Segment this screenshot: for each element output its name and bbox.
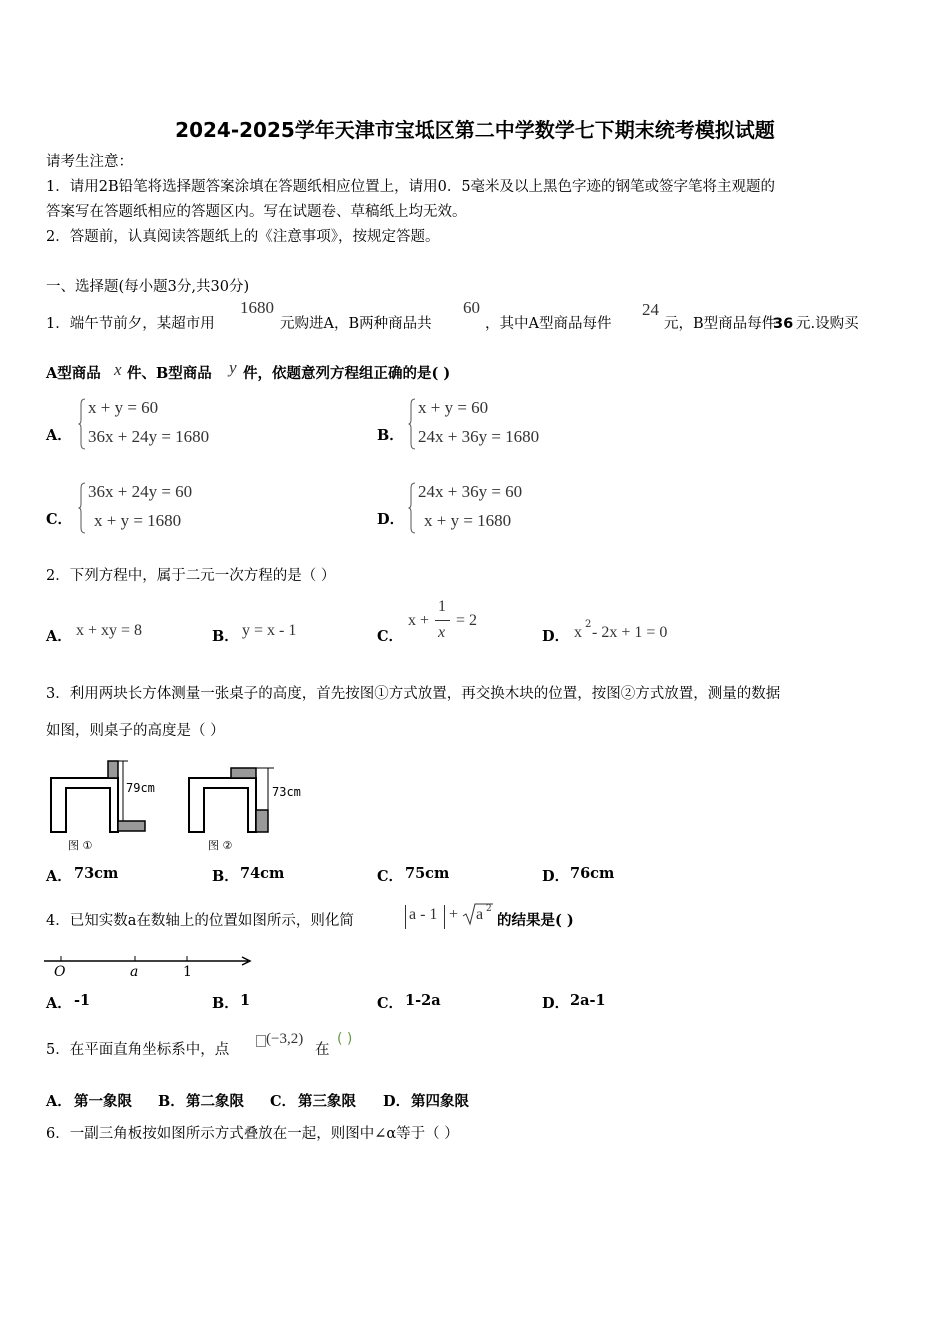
q4-number-line bbox=[42, 948, 257, 980]
figure-2-measure-label: 73cm bbox=[272, 785, 301, 799]
q4-option-a-label[interactable]: A． bbox=[46, 995, 72, 1012]
q5-option-d-label[interactable]: D． bbox=[383, 1093, 411, 1110]
q5-option-c-label[interactable]: C． bbox=[270, 1093, 297, 1110]
q3-option-c-text: 75cm bbox=[405, 865, 450, 882]
figure-1-table bbox=[51, 778, 118, 832]
q1-option-a-eq2: 36x + 24y = 1680 bbox=[88, 427, 210, 446]
q2-option-d-expr-b: - 2x + 1 = 0 bbox=[592, 624, 668, 641]
q3-option-a-label[interactable]: A． bbox=[46, 868, 72, 885]
missing-glyph-icon bbox=[256, 1035, 266, 1047]
q2-option-a-label[interactable]: A． bbox=[46, 628, 72, 645]
q1-option-b-label[interactable]: B． bbox=[377, 427, 404, 444]
q5-option-b-text: 第二象限 bbox=[186, 1093, 244, 1110]
notice-item-2: 2．答题前，认真阅读答题纸上的《注意事项》，按规定答题。 bbox=[46, 229, 440, 245]
abs-bar-right bbox=[444, 905, 445, 929]
q2-stem: 2．下列方程中，属于二元一次方程的是（ ） bbox=[46, 568, 336, 584]
q1-stem-part5: 元.设购买 bbox=[796, 316, 859, 332]
section-heading: 一、选择题(每小题3分,共30分) bbox=[46, 279, 250, 295]
notice-item-1-line-2: 答案写在答题纸相应的答题区内。写在试题卷、草稿纸上均无效。 bbox=[46, 204, 467, 220]
q3-option-d-text: 76cm bbox=[570, 865, 615, 882]
q1-line2-part3: 件，依题意列方程组正确的是( ) bbox=[243, 365, 451, 382]
q2-option-a-expr: x + xy = 8 bbox=[76, 622, 143, 639]
q4-option-c-text: 1-2a bbox=[405, 992, 441, 1009]
q3-option-c-label[interactable]: C． bbox=[377, 868, 404, 885]
q5-option-a-text: 第一象限 bbox=[74, 1093, 132, 1110]
q2-option-b-expr: y = x - 1 bbox=[242, 622, 297, 639]
q4-abs-expression: a - 1 bbox=[409, 906, 438, 923]
q2-option-b-label[interactable]: B． bbox=[212, 628, 239, 645]
figure-1-block-top bbox=[108, 761, 118, 778]
q5-point: (−3,2) bbox=[266, 1031, 304, 1047]
q4-option-d-text: 2a-1 bbox=[570, 992, 606, 1009]
q1-option-a-label[interactable]: A． bbox=[46, 427, 72, 444]
q1-option-a-eq1: x + y = 60 bbox=[88, 398, 159, 417]
brace-icon bbox=[408, 398, 416, 450]
q4-sqrt-superscript: 2 bbox=[486, 904, 492, 914]
q4-plus-sign: + bbox=[449, 906, 459, 923]
figure-2-caption: 图 ② bbox=[208, 839, 233, 852]
q1-stem-part2: 元购进A，B两种商品共 bbox=[280, 316, 432, 332]
q5-answer-blank: ( ) bbox=[337, 1031, 353, 1047]
q1-line2-part2: 件、B型商品 bbox=[127, 365, 212, 382]
q2-option-c-denominator: x bbox=[438, 624, 446, 641]
q6-stem: 6．一副三角板按如图所示方式叠放在一起，则图中∠α等于（ ） bbox=[46, 1126, 459, 1142]
q1-option-d-eq1: 24x + 36y = 60 bbox=[418, 482, 523, 501]
q2-option-c-expr-a: x + bbox=[408, 612, 430, 629]
q1-option-d-label[interactable]: D． bbox=[377, 511, 405, 528]
q1-value-1680: 1680 bbox=[240, 298, 274, 317]
page-title: 2024-2025学年天津市宝坻区第二中学数学七下期末统考模拟试题 bbox=[175, 118, 775, 142]
brace-icon bbox=[408, 482, 416, 534]
q4-option-c-label[interactable]: C． bbox=[377, 995, 404, 1012]
q1-stem-part1: 1．端午节前夕，某超市用 bbox=[46, 316, 215, 332]
q4-option-a-text: -1 bbox=[74, 992, 91, 1009]
q1-var-y: y bbox=[229, 358, 237, 377]
q2-option-d-expr-a: x bbox=[574, 624, 582, 641]
figure-1-block-bottom bbox=[118, 821, 145, 831]
abs-bar-left bbox=[405, 905, 406, 929]
q1-option-b-eq1: x + y = 60 bbox=[418, 398, 489, 417]
q3-stem-line1: 3．利用两块长方体测量一张桌子的高度，首先按图①方式放置，再交换木块的位置，按图②方式放置，测量的数据 bbox=[46, 686, 781, 702]
q1-value-36: 36 bbox=[773, 316, 794, 332]
figure-1-measure-label: 79cm bbox=[126, 781, 155, 795]
figure-2-block-top bbox=[231, 768, 256, 778]
q3-option-b-label[interactable]: B． bbox=[212, 868, 239, 885]
q3-figure bbox=[46, 756, 336, 852]
q5-option-a-label[interactable]: A． bbox=[46, 1093, 72, 1110]
q3-option-a-text: 73cm bbox=[74, 865, 119, 882]
q1-value-24: 24 bbox=[642, 300, 659, 319]
figure-2-table bbox=[189, 778, 256, 832]
q2-option-d-label[interactable]: D． bbox=[542, 628, 570, 645]
q1-option-c-eq2: x + y = 1680 bbox=[94, 511, 182, 530]
q1-var-x: x bbox=[114, 360, 122, 379]
axis-label-o: O bbox=[54, 964, 66, 980]
fraction-bar bbox=[435, 620, 450, 621]
q2-option-d-superscript: 2 bbox=[585, 619, 592, 630]
q1-line2-part1: A型商品 bbox=[46, 365, 101, 382]
q1-option-b-eq2: 24x + 36y = 1680 bbox=[418, 427, 540, 446]
q1-option-c-eq1: 36x + 24y = 60 bbox=[88, 482, 193, 501]
q1-stem-part4: 元，B型商品每件 bbox=[664, 316, 777, 332]
q5-stem-part2: 在 bbox=[315, 1042, 330, 1058]
q4-stem-part1: 4．已知实数a在数轴上的位置如图所示，则化简 bbox=[46, 913, 354, 929]
q2-option-c-expr-b: = 2 bbox=[456, 612, 478, 629]
q4-sqrt-base: a bbox=[476, 906, 484, 923]
q3-option-d-label[interactable]: D． bbox=[542, 868, 570, 885]
figure-1-caption: 图 ① bbox=[68, 839, 93, 852]
axis-label-a: a bbox=[130, 964, 139, 980]
q1-stem-part3: ，其中A型商品每件 bbox=[485, 316, 612, 332]
q3-stem-line2: 如图，则桌子的高度是（ ） bbox=[46, 723, 225, 739]
q5-option-c-text: 第三象限 bbox=[298, 1093, 356, 1110]
q4-option-d-label[interactable]: D． bbox=[542, 995, 570, 1012]
brace-icon bbox=[78, 398, 86, 450]
notice-item-1-line-1: 1．请用2B铅笔将选择题答案涂填在答题纸相应位置上，请用0．5毫米及以上黑色字迹的钢笔或签字笔将主观题的 bbox=[46, 179, 776, 195]
figure-2-block-bottom bbox=[256, 810, 268, 832]
q3-option-b-text: 74cm bbox=[240, 865, 285, 882]
axis-label-1: 1 bbox=[183, 964, 192, 980]
q4-stem-part2: 的结果是( ) bbox=[497, 912, 574, 929]
q1-value-60: 60 bbox=[463, 298, 480, 317]
q2-option-c-label[interactable]: C． bbox=[377, 628, 404, 645]
q5-stem-part1: 5．在平面直角坐标系中，点 bbox=[46, 1042, 230, 1058]
q1-option-d-eq2: x + y = 1680 bbox=[424, 511, 512, 530]
notice-heading: 请考生注意： bbox=[46, 154, 133, 170]
q1-option-c-label[interactable]: C． bbox=[46, 511, 73, 528]
q4-option-b-label[interactable]: B． bbox=[212, 995, 239, 1012]
q5-option-d-text: 第四象限 bbox=[411, 1093, 469, 1110]
brace-icon bbox=[78, 482, 86, 534]
q2-option-c-numerator: 1 bbox=[438, 598, 446, 615]
q5-option-b-label[interactable]: B． bbox=[158, 1093, 185, 1110]
q4-option-b-text: 1 bbox=[240, 992, 251, 1009]
